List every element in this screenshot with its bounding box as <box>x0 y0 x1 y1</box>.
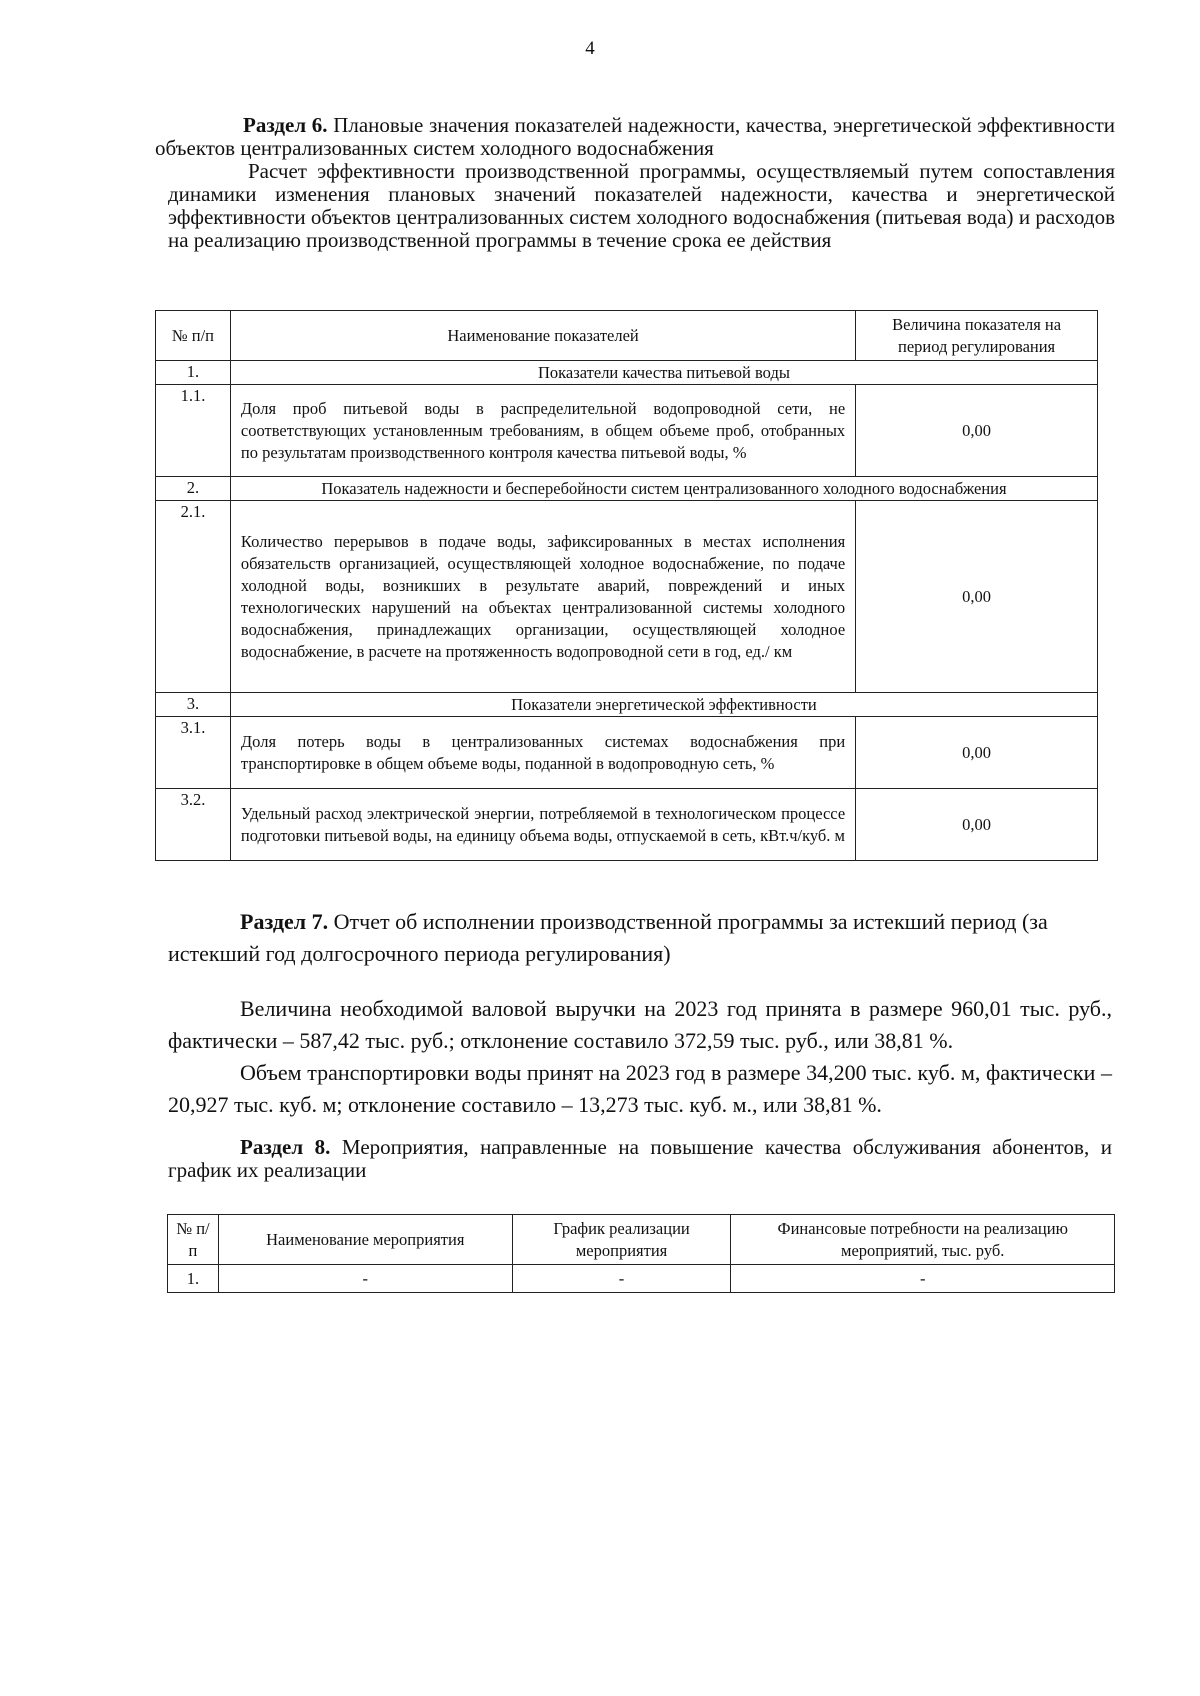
header-schedule: График реализации мероприятия <box>512 1215 731 1265</box>
section7-title-text: Отчет об исполнении производственной программы за истекший период (за истекший год долгосрочного периода регулирования) <box>168 909 1048 966</box>
header-measure-name: Наименование мероприятия <box>218 1215 512 1265</box>
indicator-name: Количество перерывов в подаче воды, зафиксированных в местах исполнения обязательств организацией, осуществляющей холодное водоснабжение, по подаче холодной воды, возникших в результате аварий, повреждений и иных технологических нарушений на объектах централизованной системы холодного водоснабжения, принадлежащих организации, осуществляющей холодное водоснабжение, в расчете на протяженность водопроводной сети в год, ед./ км <box>230 501 855 693</box>
section6-heading <box>155 114 1115 252</box>
header-value: Величина показателя на период регулирования <box>856 311 1098 361</box>
section7-heading <box>168 906 1112 970</box>
indicator-value: 0,00 <box>856 385 1098 477</box>
indicator-value: 0,00 <box>856 789 1098 861</box>
header-num: № п/п <box>156 311 231 361</box>
indicator-name: Удельный расход электрической энергии, потребляемой в технологическом процессе подготовки питьевой воды, на единицу объема воды, отпускаемой в сеть, кВт.ч/куб. м <box>230 789 855 861</box>
section8-heading <box>168 1136 1112 1182</box>
indicator-name: Доля потерь воды в централизованных системах водоснабжения при транспортировке в общем объеме воды, поданной в водопроводную сеть, % <box>230 717 855 789</box>
page-number: 4 <box>585 38 595 59</box>
row-num: 1. <box>168 1265 219 1293</box>
section6-title-text: Плановые значения показателей надежности, качества, энергетической эффективности объектов централизованных систем холодного водоснабжения <box>155 113 1115 160</box>
section-row-title: Показатели энергетической эффективности <box>230 693 1097 717</box>
section7-title-bold: Раздел 7. <box>240 909 329 934</box>
measure-name: - <box>218 1265 512 1293</box>
header-name: Наименование показателей <box>230 311 855 361</box>
table-row <box>156 693 1098 717</box>
row-num: 2. <box>156 477 231 501</box>
row-num: 1. <box>156 361 231 385</box>
indicators-table <box>155 310 1098 861</box>
table-row <box>168 1265 1115 1293</box>
section7-paragraph-volume: Объем транспортировки воды принят на 2023 год в размере 34,200 тыс. куб. м, фактически – 20,927 тыс. куб. м; отклонение составило – 13,273 тыс. куб. м., или 38,81 %. <box>168 1060 1112 1117</box>
table-row <box>156 717 1098 789</box>
section6-title-bold: Раздел 6. <box>243 113 328 137</box>
table-row <box>156 501 1098 693</box>
section-row-title: Показатель надежности и бесперебойности систем централизованного холодного водоснабжения <box>230 477 1097 501</box>
indicator-value: 0,00 <box>856 501 1098 693</box>
row-num: 3.2. <box>156 789 231 861</box>
table-row <box>156 789 1098 861</box>
table-row <box>156 385 1098 477</box>
indicator-value: 0,00 <box>856 717 1098 789</box>
row-num: 2.1. <box>156 501 231 693</box>
measure-schedule: - <box>512 1265 731 1293</box>
section7-paragraph-revenue: Величина необходимой валовой выручки на 2023 год принята в размере 960,01 тыс. руб., фактически – 587,42 тыс. руб.; отклонение составило 372,59 тыс. руб., или 38,81 %. <box>168 996 1112 1053</box>
header-finance: Финансовые потребности на реализацию мероприятий, тыс. руб. <box>731 1215 1115 1265</box>
table-header-row <box>156 311 1098 361</box>
section8-title-text: Мероприятия, направленные на повышение качества обслуживания абонентов, и график их реализации <box>168 1135 1112 1182</box>
header-num: № п/п <box>168 1215 219 1265</box>
section7-body <box>168 993 1112 1121</box>
table-header-row <box>168 1215 1115 1265</box>
table-row <box>156 477 1098 501</box>
measure-finance: - <box>731 1265 1115 1293</box>
measures-table <box>167 1214 1115 1293</box>
row-num: 3. <box>156 693 231 717</box>
row-num: 1.1. <box>156 385 231 477</box>
row-num: 3.1. <box>156 717 231 789</box>
section8-title-bold: Раздел 8. <box>240 1135 331 1159</box>
table-row <box>156 361 1098 385</box>
section6-subtitle: Расчет эффективности производственной программы, осуществляемый путем сопоставления динамики изменения плановых значений показателей надежности, качества и энергетической эффективности объектов централизованных систем холодного водоснабжения (питьевая вода) и расходов на реализацию производственной программы в течение срока ее действия <box>168 159 1115 252</box>
indicator-name: Доля проб питьевой воды в распределительной водопроводной сети, не соответствующих установленным требованиям, в общем объеме проб, отобранных по результатам производственного контроля качества питьевой воды, % <box>230 385 855 477</box>
section-row-title: Показатели качества питьевой воды <box>230 361 1097 385</box>
